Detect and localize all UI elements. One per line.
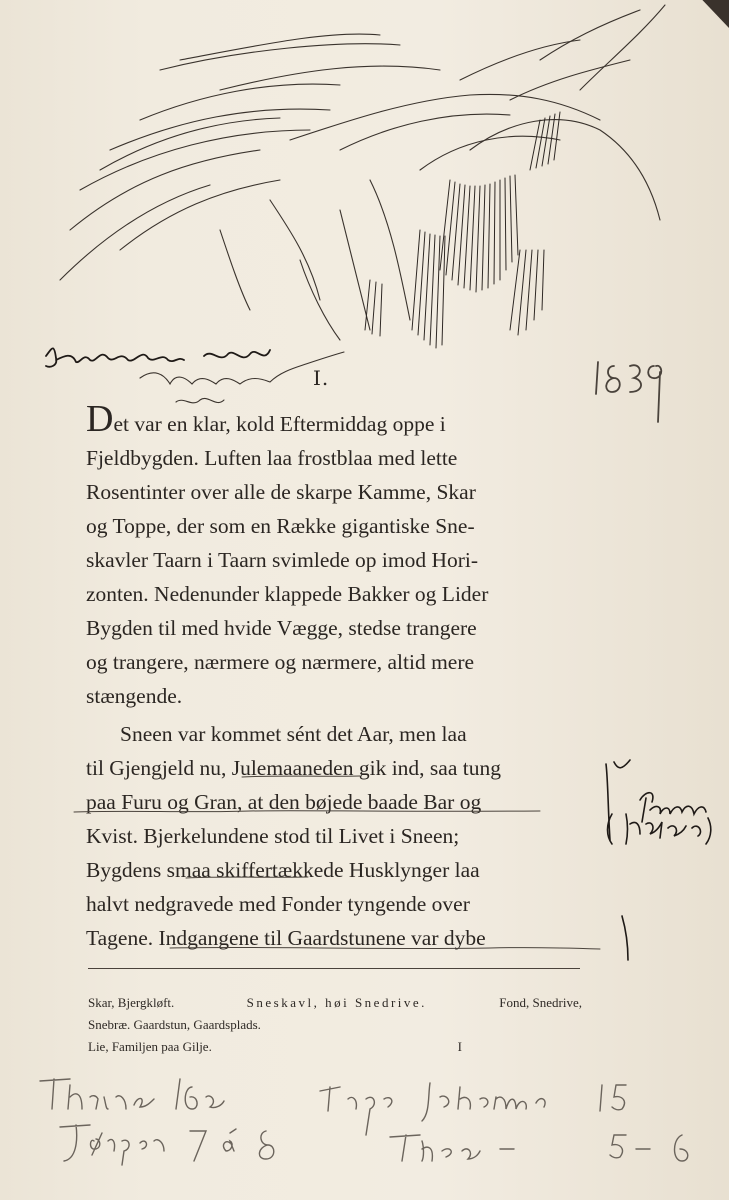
chapter-number: I. [313,366,330,390]
page-corner-shadow [691,0,729,28]
footnote-line [88,992,582,1014]
footnote-rule [88,968,580,969]
text-line: et var en klar, kold Eftermiddag oppe i [113,412,446,436]
text-line: Sneen var kommet sént det Aar, men laa [120,722,467,746]
drop-cap: D [86,398,114,440]
handwritten-year [592,352,682,432]
footnote-text: Skar, Bjergkløft. [88,995,175,1010]
text-line: skavler Taarn i Taarn svimlede op imod Hori- [86,548,479,572]
landscape-sketch [40,0,680,390]
text-line: stængende. [86,684,183,708]
text-line: zonten. Nedenunder klappede Bakker og Lider [86,582,489,606]
footnotes [88,992,582,1058]
text-line: halvt nedgravede med Fonder tyngende over [86,892,470,916]
signature-mark: I [457,1039,462,1054]
footnote-text: Lie, Familjen paa Gilje. [88,1039,212,1054]
footnote-line [88,1014,582,1036]
handwritten-bottom-notes [30,1065,710,1175]
paragraph-1 [86,398,580,713]
footnote-line [88,1036,582,1058]
text-line: Rosentinter over alle de skarpe Kamme, Skar [86,480,476,504]
footnote-text: Fond, Snedrive, [499,995,582,1010]
text-line: og Toppe, der som en Række gigantiske Sne- [86,514,475,538]
text-line: til Gjengjeld nu, Julemaaneden gik ind, saa tung [86,756,501,780]
footnote-text: Sneskavl, høi Snedrive. [246,995,427,1010]
text-line: Fjeldbygden. Luften laa frostblaa med lette [86,446,458,470]
text-line: Bygdens smaa skiffertækkede Husklynger laa [86,858,480,882]
text-line: Bygden til med hvide Vægge, stedse trangere [86,616,477,640]
text-line: Tagene. Indgangene til Gaardstunene var dybe [86,926,486,950]
text-line: og trangere, nærmere og nærmere, altid mere [86,650,475,674]
pen-underlines [70,760,610,960]
text-line: Kvist. Bjerkelundene stod til Livet i Sneen; [86,824,460,848]
text-line: paa Furu og Gran, at den bøjede baade Bar og [86,790,482,814]
footnote-text: Snebræ. Gaardstun, Gaardsplads. [88,1017,261,1032]
handwritten-side-note [600,740,720,970]
